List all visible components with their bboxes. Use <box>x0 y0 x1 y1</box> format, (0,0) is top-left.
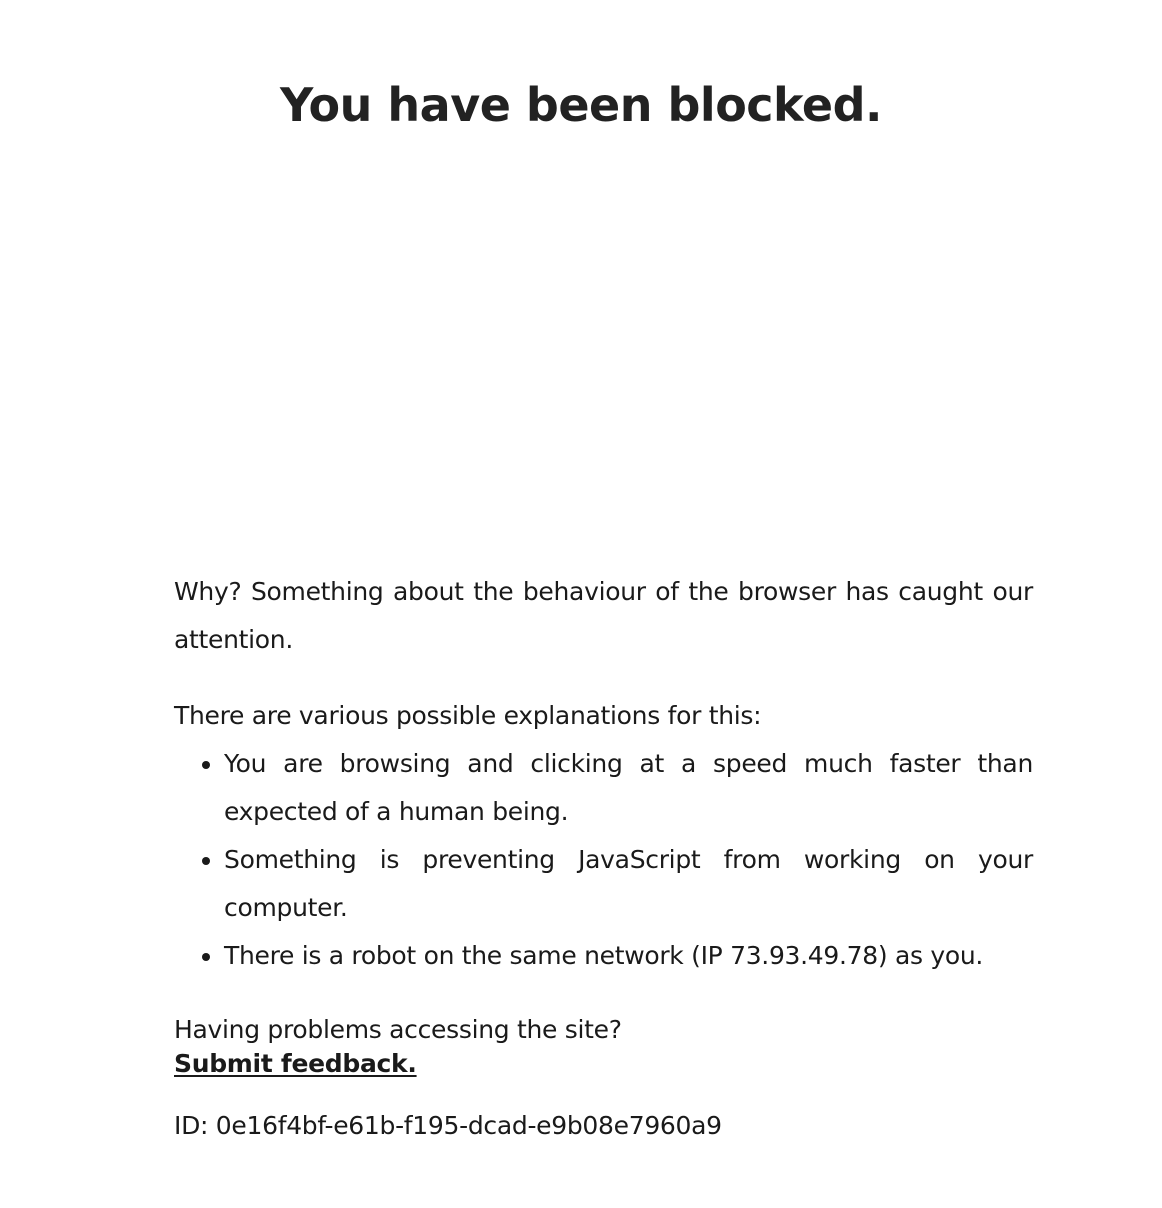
block-explanation-section <box>174 568 1033 1143</box>
list-item: • Something is preventing JavaScript from working on your computer. <box>224 836 1033 932</box>
page-title: You have been blocked. <box>279 78 883 132</box>
why-text: Why? Something about the behaviour of the browser has caught our attention. <box>174 577 1033 654</box>
list-item: • There is a robot on the same network (IP 73.93.49.78) as you. <box>224 932 1033 980</box>
help-question: Having problems accessing the site? <box>174 1015 622 1044</box>
request-id: ID: 0e16f4bf-e61b-f195-dcad-e9b08e7960a9 <box>174 1111 722 1140</box>
explanations-list <box>174 740 1033 980</box>
explanations-intro: There are various possible explanations for this: <box>174 701 762 730</box>
submit-feedback-link[interactable]: Submit feedback. <box>174 1049 417 1078</box>
list-item: • You are browsing and clicking at a speed much faster than expected of a human being. <box>224 740 1033 836</box>
help-block <box>174 1013 1033 1081</box>
